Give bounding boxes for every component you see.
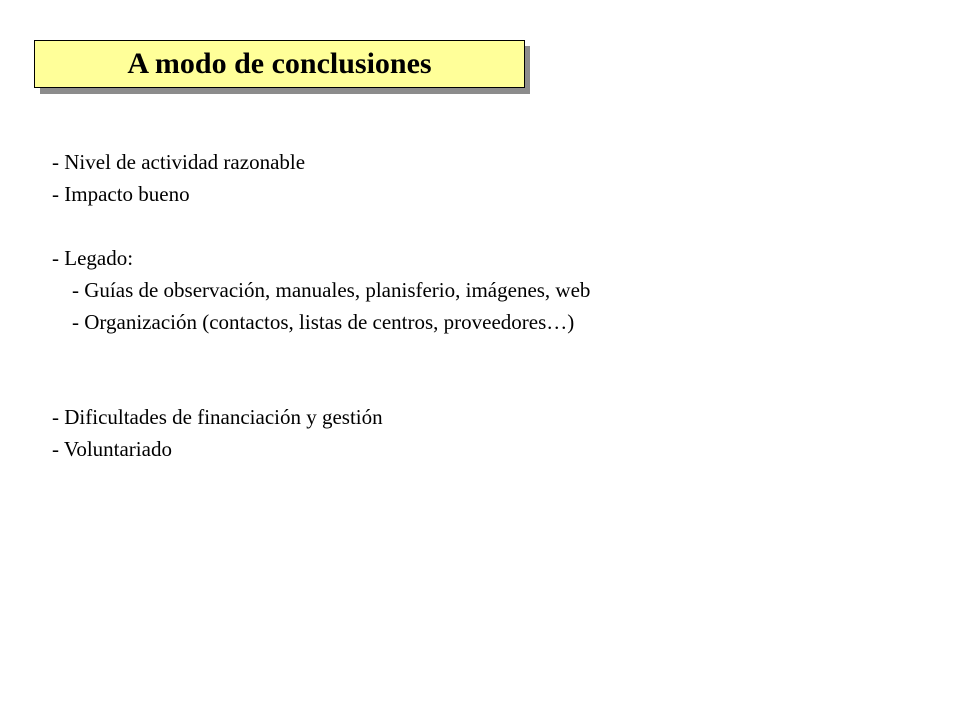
slide-title: A modo de conclusiones [127,47,432,80]
bullet-legacy: - Legado: [52,246,134,270]
title-box [34,40,525,88]
sub-bullet-organization: - Organización (contactos, listas de centros, proveedores…) [72,310,575,334]
sub-bullet-guides: - Guías de observación, manuales, planisferio, imágenes, web [72,278,591,302]
bullet-impact: - Impacto bueno [52,182,190,206]
bullet-funding-difficulties: - Dificultades de financiación y gestión [52,405,383,429]
bullet-volunteering: - Voluntariado [52,437,172,461]
bullet-activity-level: - Nivel de actividad razonable [52,150,306,174]
